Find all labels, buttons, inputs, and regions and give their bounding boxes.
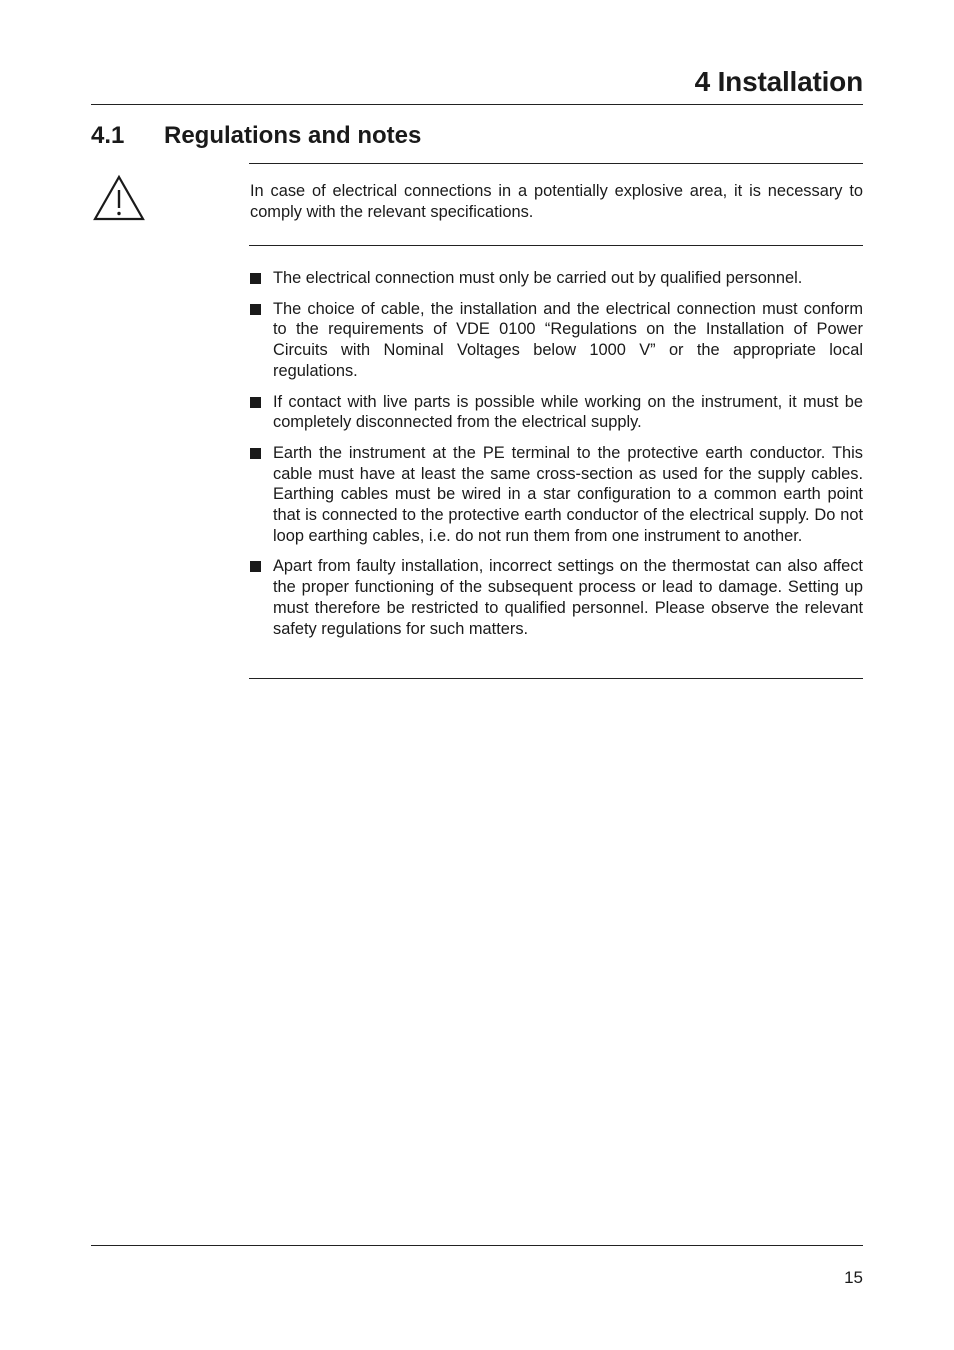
notes-list (249, 268, 863, 649)
warning-triangle-icon (92, 174, 146, 222)
list-item (249, 268, 863, 289)
notes-end-rule (249, 678, 863, 679)
warning-text: In case of electrical connections in a potentially explosive area, it is necessary to comply with the relevant specifications. (250, 182, 863, 221)
note-text: Earth the instrument at the PE terminal to the protective earth conductor. This cable must have at least the same cross-section as used for the supply cables. Earthing cables must be wired in a star configuration to a common earth point that is connected to the protective earth conductor of the electrical supply. Do not loop earthing cables, i.e. do not run them from one instrument to another. (273, 443, 863, 545)
square-bullet-icon (250, 304, 261, 315)
section-rule (249, 163, 863, 164)
list-item (249, 556, 863, 639)
section-title: Regulations and notes (164, 122, 422, 149)
note-text: The electrical connection must only be carried out by qualified personnel. (273, 269, 803, 287)
section-heading (91, 122, 421, 150)
list-item (249, 299, 863, 382)
note-text: The choice of cable, the installation and the electrical connection must conform to the requirements of VDE 0100 “Regulations on the Installation of Power Circuits with Nominal Voltages below 1000 V” or the appropriate local regulations. (273, 299, 863, 380)
chapter-title: 4 Installation (694, 66, 863, 97)
square-bullet-icon (250, 273, 261, 284)
square-bullet-icon (250, 448, 261, 459)
list-item (249, 443, 863, 547)
page-number: 15 (844, 1268, 863, 1287)
square-bullet-icon (250, 397, 261, 408)
header-rule (91, 104, 863, 105)
list-item (249, 392, 863, 433)
section-number: 4.1 (91, 122, 125, 149)
warning-rule (249, 245, 863, 246)
square-bullet-icon (250, 561, 261, 572)
footer-rule (91, 1245, 863, 1246)
note-text: If contact with live parts is possible while working on the instrument, it must be completely disconnected from the electrical supply. (273, 392, 863, 432)
note-text: Apart from faulty installation, incorrect settings on the thermostat can also affect the proper functioning of the subsequent process or lead to damage. Setting up must therefore be restricted to qualified personnel. Please observe the relevant safety regulations for such matters. (273, 557, 863, 638)
